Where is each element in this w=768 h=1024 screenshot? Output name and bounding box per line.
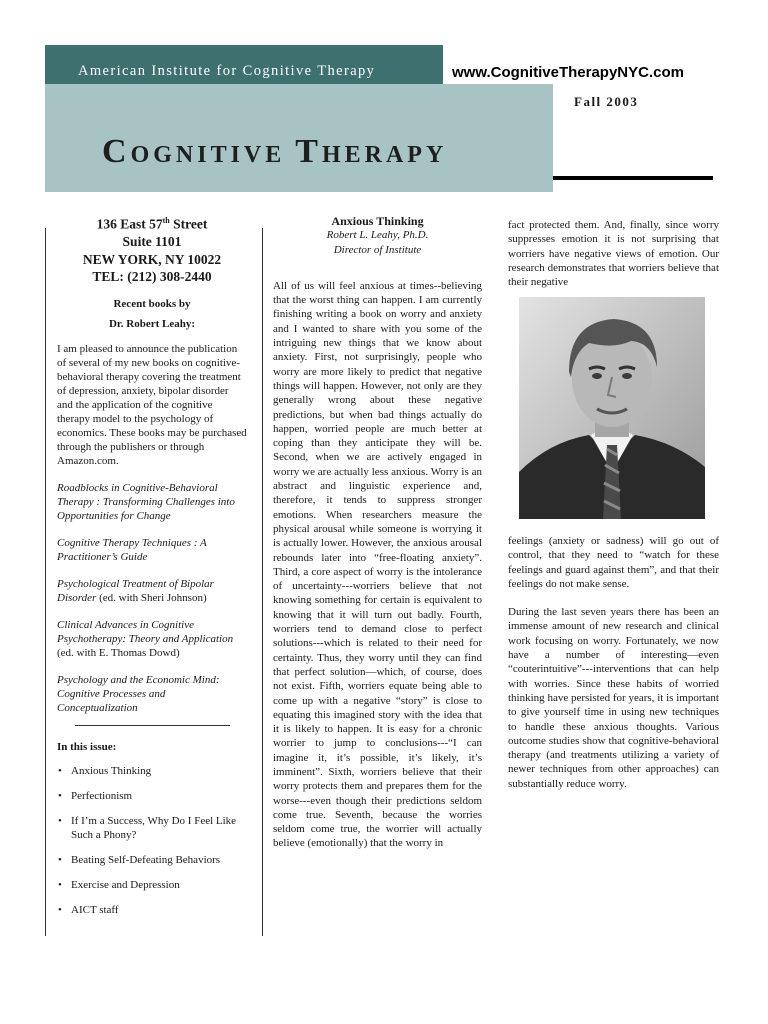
sidebar [57, 212, 247, 928]
article-column [273, 214, 482, 851]
list-item[interactable]: • AICT staff [71, 903, 247, 917]
book-entry: Clinical Advances in Cognitive Psychotherapy: Theory and Application (ed. with E. Thomas Dowd) [57, 618, 234, 659]
institute-name: American Institute for Cognitive Therapy [78, 63, 376, 79]
book-entry: Psychology and the Economic Mind: Cognitive Processes and Conceptualization [57, 673, 220, 714]
article-title: Anxious Thinking [331, 214, 424, 228]
recent-books-heading: Recent books by Dr. Robert Leahy: [108, 297, 196, 330]
column-divider-center [262, 228, 263, 936]
issue-date: Fall 2003 [574, 94, 639, 109]
books-intro: I am pleased to announce the publication of several of my new books on cognitive-behavioral therapy covering the treatment of depression, anxiety, bipolar disorder and the application of the cognitive therapy model to the psychology of economics. These books may be purchased through the publishers or through Amazon.com. [57, 342, 247, 467]
header-rule [553, 176, 713, 180]
sidebar-divider [75, 725, 230, 726]
list-item[interactable]: • If I’m a Success, Why Do I Feel Like Such a Phony? [71, 814, 247, 842]
book-entry: Psychological Treatment of Bipolar Disorder (ed. with Sheri Johnson) [57, 577, 214, 604]
article-continuation-bottom [508, 534, 719, 805]
article-paragraph: feelings (anxiety or sadness) will go out of control, that they need to “watch for these feelings and guard against them”, and that their feelings do not make sense. [508, 535, 719, 590]
list-item[interactable]: • Exercise and Depression [71, 878, 247, 892]
book-entry: Roadblocks in Cognitive-Behavioral Therapy : Transforming Challenges into Opportunities for Change [57, 481, 235, 522]
list-item[interactable]: • Anxious Thinking [71, 764, 247, 778]
author-role: Director of Institute [333, 243, 422, 256]
column-divider-left [45, 228, 46, 936]
article-body: All of us will feel anxious at times--believing that the worst thing can happen. I am currently finishing writing a book on worry and anxiety and I wanted to share with you some of the intriguing new things that we know about anxiety. First, not surprisingly, people who worry are more likely to predict that negative things will happen. However, not only are they generally wrong about these negative predictions, but when bad things actually do happen, worried people are much better at coping than they anticipate they will be. Second, when we are actively engaged in worry we are actually less anxious. Worry is an abstract and linguistic experience and, therefore, it tends to suppress stronger emotions. When researchers measure the physical arousal while someone is worrying it is actually lower. However, the anxious arousal rebounds later into “free-floating anxiety”. Third, a core aspect of worry is the intolerance of uncertainty---worriers believe that not knowing something for certain is equivalent to knowing that it will turn out badly. Fourth, worriers tend to demand close to perfect solutions---which is related to their need for certainty. Thus, they worry until they can find that perfect solution—which, of course, does not exist. Fifth, worriers equate being able to come up with a negative “story” is close to equating this imagined story with the idea that it is likely to happen. It is easy for a chronic worrier to jump to conclusions---“I can imagine it, it’s possible, it’s likely, it’s imminent”. Sixth, worriers believe that their worry protects them and prepares them for the worse---even though their predictions seldom come true. Seventh, because the worries seldom come true, the worrier will actually believe (emotionally) that the worry in [273, 279, 482, 850]
book-entry: Cognitive Therapy Techniques : A Practitioner’s Guide [57, 536, 207, 563]
address: 136 East 57th Street Suite 1101 NEW YORK, NY 10022 TEL: (212) 308-2440 [82, 216, 222, 284]
website-url[interactable]: www.CognitiveTherapyNYC.com [452, 64, 684, 81]
in-this-issue-heading: In this issue: [57, 740, 117, 753]
article-paragraph: During the last seven years there has been an immense amount of new research and clinical work focusing on worry. Fortunately, we now have a number of interesting—even “couterintuitive”---interventions that can help with worries. Since these habits of worried thinking have persisted for years, it is important to give yourself time in using new techniques to handle these anxious thoughts. Various outcome studies show that cognitive-behavioral therapy (and treatments utilizing a variety of newer techniques from other approaches) can substantially reduce worry. [508, 606, 719, 790]
newsletter-title: COGNITIVE THERAPY [102, 133, 448, 170]
list-item[interactable]: • Beating Self-Defeating Behaviors [71, 853, 247, 867]
article-continuation-top: fact protected them. And, finally, since worry suppresses emotion it is not surprising that worriers have negative views of emotion. Our research demonstrates that worriers believe that their negative [508, 219, 719, 289]
article-author: Robert L. Leahy, Ph.D. [326, 229, 429, 242]
author-photo [519, 297, 705, 519]
issue-list [57, 764, 247, 917]
list-item[interactable]: • Perfectionism [71, 789, 247, 803]
